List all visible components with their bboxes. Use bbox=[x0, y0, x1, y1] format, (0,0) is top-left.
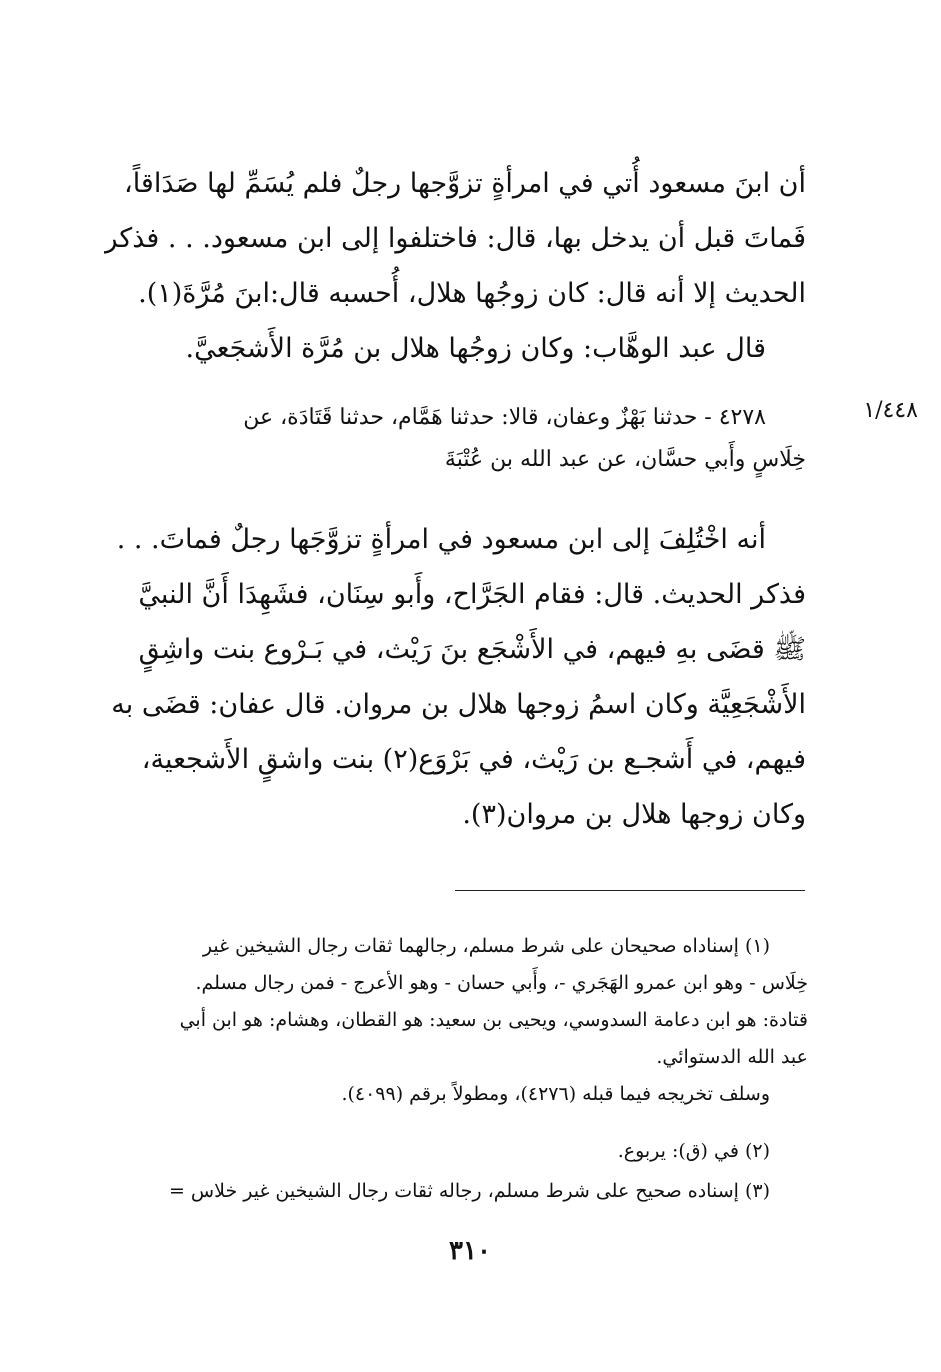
text-line: الأَشْجَعِيَّة وكان اسمُ زوجها هلال بن مروان. قال عفان: قضَى به bbox=[111, 689, 806, 720]
text-line: خِلَاسٍ وأَبي حسَّان، عن عبد الله بن عُتْبَةَ bbox=[444, 447, 806, 472]
footnote-line: (٣) إسناده صحيح على شرط مسلم، رجاله ثقات رجال الشيخين غير خلاس = bbox=[168, 1180, 770, 1202]
footnote-separator bbox=[455, 890, 805, 891]
text-line: أنه اخْتُلِفَ إلى ابن مسعود في امرأةٍ تزوَّجَها رجلٌ فماتَ. . . bbox=[116, 524, 766, 555]
text-line: ﷺ قضَى بهِ فيهم، في الأَشْجَع بنَ رَيْث، في بَـرْوع بنت واشِقٍ bbox=[138, 634, 806, 665]
hadith-4277-text bbox=[104, 156, 806, 376]
text-line: أن ابنَ مسعود أُتي في امرأةٍ تزوَّجها رجلٌ فلم يُسَمِّ لها صَدَاقاً، bbox=[123, 168, 806, 199]
footnote-line: (١) إسناداه صحيحان على شرط مسلم، رجالهما ثقات رجال الشيخين غير bbox=[202, 935, 770, 957]
text-line: فَماتَ قبل أن يدخل بها، قال: فاختلفوا إلى ابن مسعود. . . فذكر bbox=[104, 223, 806, 254]
text-line: الحديث إلا أنه قال: كان زوجُها هلال، أُحسبه قال:ابنَ مُرَّةَ(١). bbox=[138, 278, 806, 309]
text-line: قال عبد الوهَّاب: وكان زوجُها هلال بن مُرَّة الأَشجَعيَّ. bbox=[185, 333, 766, 364]
text-line: وكان زوجها هلال بن مروان(٣). bbox=[462, 799, 806, 830]
hadith-4278-matn bbox=[104, 512, 806, 842]
footnote-1 bbox=[100, 928, 808, 1113]
footnote-line: وسلف تخريجه فيما قبله (٤٢٧٦)، ومطولاً برقم (٤٠٩٩). bbox=[341, 1083, 770, 1105]
text-line: ٤٢٧٨ - حدثنا بَهْزٌ وعفان، قالا: حدثنا هَمَّام، حدثنا قَتَادَة، عن bbox=[243, 405, 766, 430]
footnote-line: قتادة: هو ابن دعامة السدوسي، ويحيى بن سعيد: هو القطان، وهشام: هو ابن أبي bbox=[179, 1009, 808, 1031]
hadith-4278-isnad bbox=[104, 397, 806, 481]
footnote-line: (٢) في (ق): يربوع. bbox=[617, 1140, 770, 1162]
page-number: ٣١٠ bbox=[449, 1236, 491, 1266]
margin-reference: ١/٤٤٨ bbox=[863, 398, 918, 423]
footnote-3 bbox=[100, 1173, 808, 1210]
text-line: فذكر الحديث. قال: فقام الجَرَّاح، وأَبو سِنَان، فشَهِدَا أَنَّ النبيَّ bbox=[138, 579, 806, 610]
footnote-line: عبد الله الدستوائي. bbox=[656, 1046, 808, 1068]
text-line: فيهم، في أَشجـع بن رَيْث، في بَرْوَع(٢) بنت واشقٍ الأَشجعية، bbox=[141, 744, 806, 775]
footnote-2 bbox=[100, 1133, 808, 1170]
footnote-line: خِلَاس - وهو ابن عمرو الهَجَري -، وأَبي حسان - وهو الأعرج - فمن رجال مسلم. bbox=[195, 972, 808, 994]
